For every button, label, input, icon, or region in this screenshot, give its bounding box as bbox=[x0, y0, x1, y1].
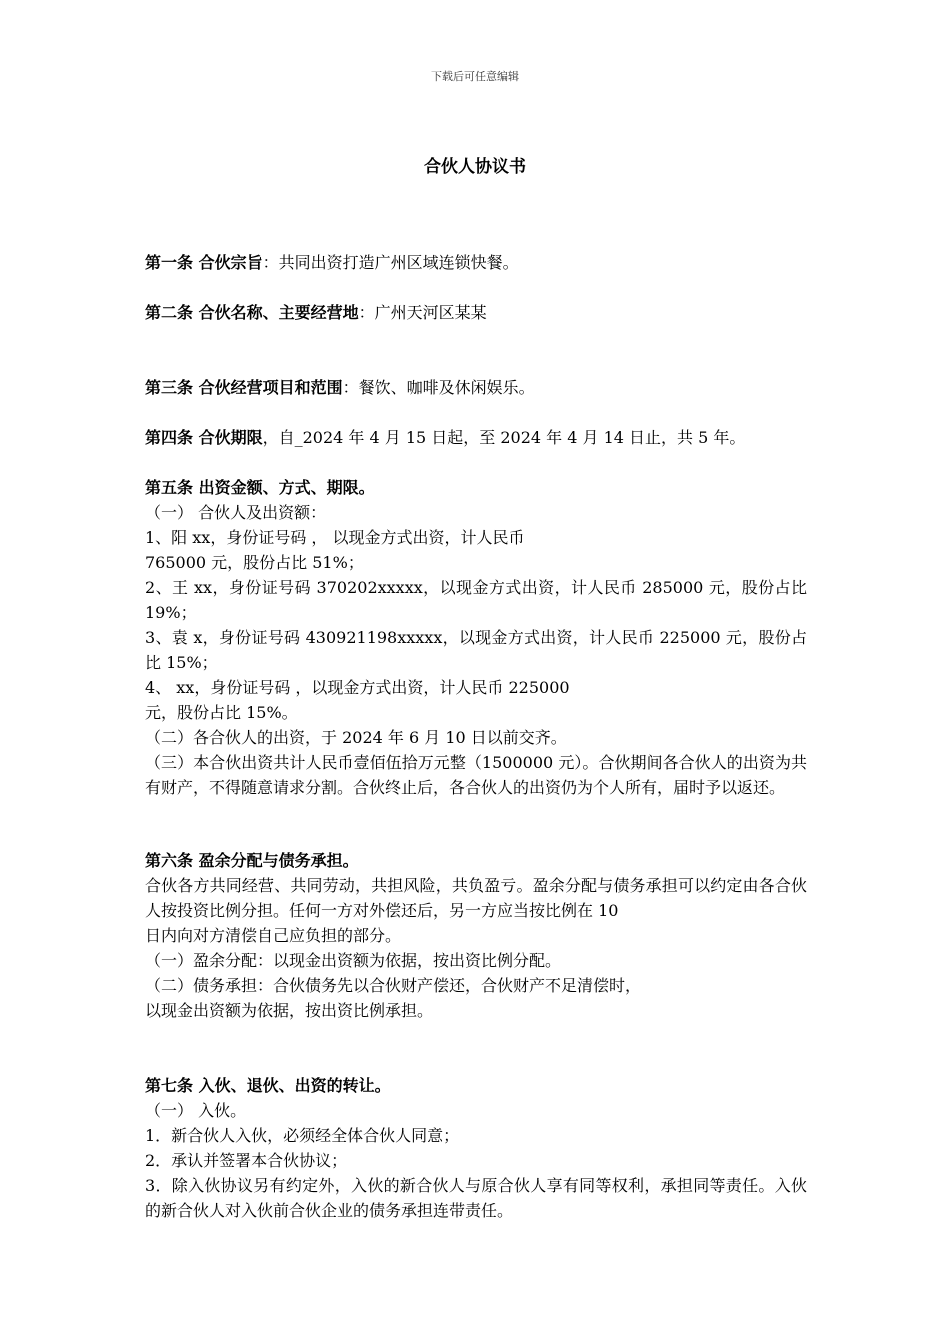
article-7-item-1: 1．新合伙人入伙，必须经全体合伙人同意； bbox=[145, 1126, 460, 1145]
article-6-p4: （二）债务承担：合伙债务先以合伙财产偿还，合伙财产不足清偿时， bbox=[145, 976, 642, 995]
article-4 bbox=[145, 425, 807, 450]
article-5 bbox=[145, 475, 807, 800]
article-3-label: 第三条 合伙经营项目和范围 bbox=[145, 378, 343, 397]
article-6-p2: 日内向对方清偿自己应负担的部分。 bbox=[145, 926, 402, 945]
article-1-text: ：共同出资打造广州区域连锁快餐。 bbox=[262, 253, 519, 272]
partner-2: 2、王 xx，身份证号码 370202xxxxx，以现金方式出资，计人民币 285000 元，股份占比 19%； bbox=[145, 578, 807, 622]
article-7-sub1: （一） 入伙。 bbox=[145, 1101, 247, 1120]
article-4-text: ，自_2024 年 4 月 15 日起，至 2024 年 4 月 14 日止，共 5 年。 bbox=[262, 428, 746, 447]
article-2-text: ：广州天河区某某 bbox=[358, 303, 487, 322]
article-5-sub2: （二）各合伙人的出资，于 2024 年 6 月 10 日以前交齐。 bbox=[145, 728, 567, 747]
partner-4-line-b: 元，股份占比 15%。 bbox=[145, 703, 298, 722]
article-7-label: 第七条 入伙、退伙、出资的转让。 bbox=[145, 1076, 391, 1095]
article-2 bbox=[145, 300, 807, 325]
article-1-label: 第一条 合伙宗旨 bbox=[145, 253, 263, 272]
partner-3: 3、袁 x，身份证号码 430921198xxxxx，以现金方式出资，计人民币 225000 元，股份占比 15%； bbox=[145, 628, 807, 672]
article-6 bbox=[145, 848, 807, 1023]
article-3-text: ：餐饮、咖啡及休闲娱乐。 bbox=[342, 378, 535, 397]
article-5-sub1: （一） 合伙人及出资额： bbox=[145, 503, 327, 522]
article-7 bbox=[145, 1073, 807, 1223]
article-7-item-2: 2．承认并签署本合伙协议； bbox=[145, 1151, 348, 1170]
page-header: 下载后可任意编辑 bbox=[431, 70, 519, 83]
partner-4-line-a: 4、 xx，身份证号码 ，以现金方式出资，计人民币 225000 bbox=[145, 678, 570, 697]
article-1 bbox=[145, 250, 807, 275]
partner-1-line-a: 1、阳 xx，身份证号码 ， 以现金方式出资，计人民币 bbox=[145, 528, 525, 547]
partner-1-line-b: 765000 元，股份占比 51%； bbox=[145, 553, 364, 572]
article-5-label: 第五条 出资金额、方式、期限。 bbox=[145, 478, 375, 497]
article-6-p3: （一）盈余分配：以现金出资额为依据，按出资比例分配。 bbox=[145, 951, 562, 970]
document-title: 合伙人协议书 bbox=[424, 157, 526, 177]
article-6-p5: 以现金出资额为依据，按出资比例承担。 bbox=[145, 1001, 434, 1020]
article-2-label: 第二条 合伙名称、主要经营地 bbox=[145, 303, 359, 322]
article-3 bbox=[145, 375, 807, 400]
article-6-label: 第六条 盈余分配与债务承担。 bbox=[145, 851, 359, 870]
article-5-sub3: （三）本合伙出资共计人民币壹佰伍拾万元整（1500000 元）。合伙期间各合伙人的出资为共有财产，不得随意请求分割。合伙终止后，各合伙人的出资仍为个人所有，届时予以返还。 bbox=[145, 753, 807, 797]
article-6-p1: 合伙各方共同经营、共同劳动，共担风险，共负盈亏。盈余分配与债务承担可以约定由各合伙人按投资比例分担。任何一方对外偿还后，另一方应当按比例在 10 bbox=[145, 876, 807, 920]
article-7-item-3: 3．除入伙协议另有约定外，入伙的新合伙人与原合伙人享有同等权利，承担同等责任。入伙的新合伙人对入伙前合伙企业的债务承担连带责任。 bbox=[145, 1176, 807, 1220]
article-4-label: 第四条 合伙期限 bbox=[145, 428, 263, 447]
